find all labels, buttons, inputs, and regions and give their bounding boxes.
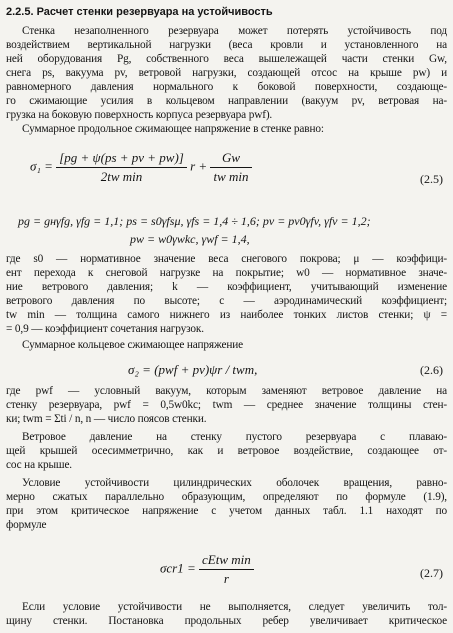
text-line: мерно сжатых параллельно образующим, определяют по формуле (1.9),	[6, 491, 447, 503]
text-line: ветрового давления по высоте; c — аэродинамический коэффициент;	[6, 295, 447, 307]
text-line: Условие устойчивости цилиндрических оболочек вращения, равно-	[22, 477, 447, 489]
text-line: щину стенки. Постановка продольных ребер увеличивает критическое	[6, 615, 447, 627]
fraction-denominator: r	[223, 571, 229, 586]
text-line: формуле	[6, 519, 47, 531]
formula-fraction-2	[210, 150, 251, 185]
text-line: ние ветрового давления; k — коэффициент, учитывающий изменение	[6, 281, 447, 293]
equation-number: (2.5)	[420, 172, 443, 186]
text-line: стенку резервуара, pwf = 0,5w0kc; twm — среднее значение толщины стен-	[6, 399, 447, 411]
text-line: ней оборудования Pg, собственного веса вышележащей части стенки Gw,	[6, 53, 447, 65]
text-line: tw min — толщина самого нижнего из наиболее тонких листов стенки; ψ =	[6, 309, 447, 321]
text-line: Если условие устойчивости не выполняется, следует увеличить тол-	[22, 601, 447, 613]
text-line: ент перехода к снеговой нагрузке на покрытие; w0 — нормативное значе-	[6, 267, 447, 279]
formula-lhs: σ₁ =	[30, 158, 53, 174]
text-line: щей крышей осесимметрично, как и ветровое воздействие, создающее от-	[6, 445, 447, 457]
text-line: го сжимающие усилия в кольцевом направлении (вакуум pv, ветровая на-	[6, 95, 447, 107]
text-line: при этом критическое напряжение с учетом данных табл. 1.1 находят по	[6, 505, 447, 517]
formula-2-7	[160, 552, 254, 587]
text-line: Стенка незаполненного резервуара может потерять устойчивость под	[22, 25, 447, 37]
fraction-denominator: tw min	[213, 169, 249, 184]
formula-middle: r +	[190, 158, 208, 174]
text-line: где pwf — условный вакуум, которым заменяют ветровое давление на	[6, 385, 447, 397]
fraction-numerator: [pg + ψ(ps + pv + pw)]	[56, 150, 187, 168]
text-line: Ветровое давление на стенку пустого резервуара с плаваю-	[22, 431, 447, 443]
fraction-numerator: Gw	[210, 150, 251, 168]
text-line: сос на крыше.	[6, 459, 72, 471]
formula-fraction	[199, 552, 254, 587]
formula-fraction	[56, 150, 187, 185]
text-line: грузка на боковую поверхность корпуса резервуара pwf).	[6, 109, 273, 121]
text-line: снега ps, вакуума pv, ветровой нагрузки, создающей отсос на крыше pw) и	[6, 67, 447, 79]
text-line: воздействием вертикальной нагрузки (веса кровли и установленного на	[6, 39, 447, 51]
text-line: равномерного давления нормального к боковой поверхности, создающе-	[6, 81, 447, 93]
text-line: Суммарное кольцевое сжимающее напряжение	[22, 339, 243, 351]
text-line: = 0,9 — коэффициент сочетания нагрузок.	[6, 323, 204, 335]
section-heading: 2.2.5. Расчет стенки резервуара на устойчивость	[6, 6, 273, 18]
fraction-denominator: 2tw min	[100, 169, 143, 184]
params-line: pg = gнγfg, γfg = 1,1; ps = s0γfsμ, γfs = 1,4 ÷ 1,6; pv = pv0γfv, γfv = 1,2;	[18, 214, 371, 228]
formula-2-5	[30, 150, 252, 185]
text-line: ки; twm = Σti / n, n — число поясов стенки.	[6, 413, 207, 425]
formula-lhs: σcr1 =	[160, 560, 196, 576]
text-line: где s0 — нормативное значение веса снегового покрова; μ — коэффици-	[6, 253, 447, 265]
equation-number: (2.7)	[420, 566, 443, 580]
params-line: pw = w0γwkc, γwf = 1,4,	[130, 232, 250, 246]
fraction-numerator: cEtw min	[199, 552, 254, 570]
formula-2-6: σ₂ = (pwf + pv)ψr / twm,	[128, 362, 258, 377]
text-line: Суммарное продольное сжимающее напряжение в стенке равно:	[22, 123, 324, 135]
equation-number: (2.6)	[420, 363, 443, 377]
